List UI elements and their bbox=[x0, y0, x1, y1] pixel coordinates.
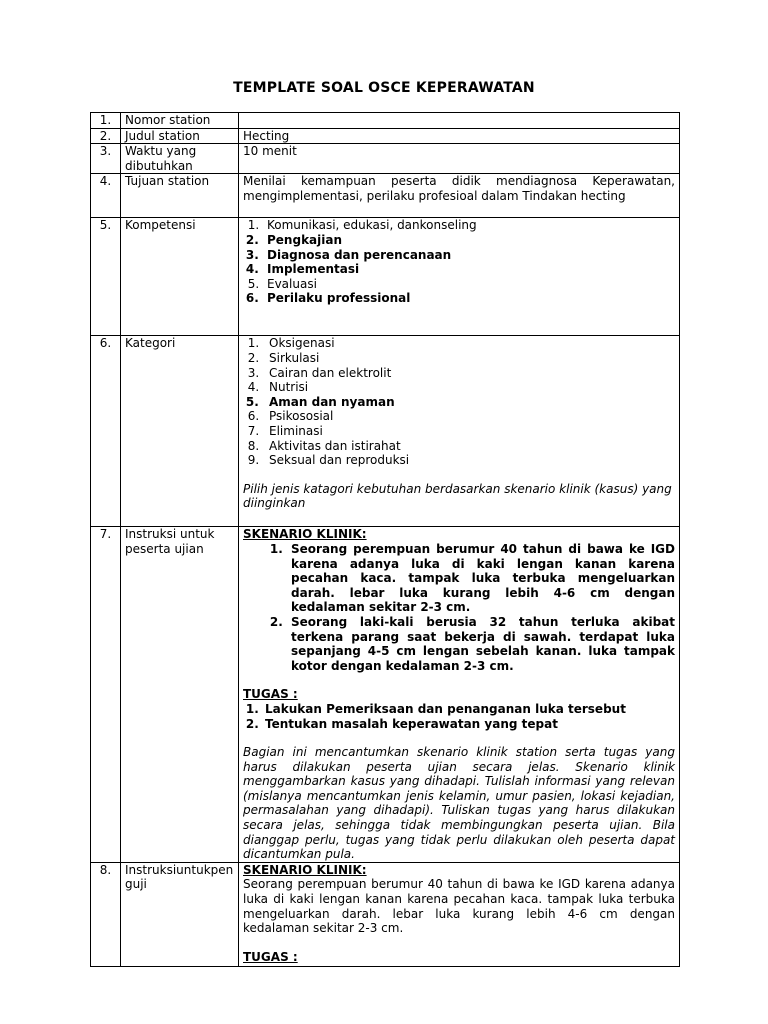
table-row-waktu bbox=[91, 144, 680, 174]
table-row-kompetensi bbox=[91, 218, 680, 336]
kategori-list bbox=[243, 336, 675, 467]
list-item: 6. Psikososial bbox=[263, 409, 675, 424]
row-label: Waktu yang dibutuhkan bbox=[121, 144, 239, 174]
list-item: 5. Aman dan nyaman bbox=[263, 395, 675, 410]
row-number: 6. bbox=[91, 336, 121, 527]
instruksi-note: Bagian ini mencantumkan skenario klinik station serta tugas yang harus dilakukan peserta ujian secara jelas. Skenario klinik menggambarkan kasus yang dihadapi. Tulislah informasi yang relevan (mislanya mencantumkan jenis kelamin, umur pasien, lokasi kejadian, permasalahan yang dihadapi). Tuliskan tugas yang harus dilakukan secara jelas, sehingga tidak membingungkan peserta ujian. Bila dianggap perlu, tugas yang tidak perlu dilakukan oleh peserta dapat dicantumkan pula. bbox=[243, 745, 675, 862]
scenario-text: Seorang perempuan berumur 40 tahun di bawa ke IGD karena adanya luka di kaki lengan kanan karena pecahan kaca. tampak luka terbuka mengeluarkan darah. lebar luka kurang lebih 4-6 cm dengan kedalaman sekitar 2-3 cm. bbox=[243, 877, 675, 936]
row-value bbox=[239, 527, 680, 862]
row-number: 7. bbox=[91, 527, 121, 862]
scenario-list bbox=[243, 542, 675, 673]
list-item: 4. Implementasi bbox=[263, 262, 675, 277]
tugas-heading: TUGAS : bbox=[243, 687, 298, 702]
row-number: 1. bbox=[91, 113, 121, 129]
table-row-instruksi-penguji bbox=[91, 862, 680, 966]
kompetensi-list bbox=[243, 218, 675, 306]
tugas-heading: TUGAS : bbox=[243, 949, 298, 964]
row-value bbox=[239, 113, 680, 129]
row-number: 4. bbox=[91, 174, 121, 218]
row-number: 8. bbox=[91, 862, 121, 966]
scenario-heading: SKENARIO KLINIK: bbox=[243, 862, 367, 877]
list-item: 1. Seorang perempuan berumur 40 tahun di bawa ke IGD karena adanya luka di kaki lengan kanan karena pecahan kaca. tampak luka terbuka mengeluarkan darah. lebar luka kurang lebih 4-6 cm dengan kedalaman sekitar 2-3 cm. bbox=[287, 542, 675, 615]
list-item: 2. Sirkulasi bbox=[263, 351, 675, 366]
list-item: 6. Perilaku professional bbox=[263, 291, 675, 306]
scenario-heading: SKENARIO KLINIK: bbox=[243, 527, 367, 542]
row-label: Judul station bbox=[121, 128, 239, 144]
row-label: Kategori bbox=[121, 336, 239, 527]
list-item: 1. Oksigenasi bbox=[263, 336, 675, 351]
list-item: 4. Nutrisi bbox=[263, 380, 675, 395]
list-item: 2. Pengkajian bbox=[263, 233, 675, 248]
row-value bbox=[239, 862, 680, 966]
list-item: 2. Seorang laki-kali berusia 32 tahun terluka akibat terkena parang saat bekerja di sawah. terdapat luka sepanjang 4-5 cm lengan sebelah kanan. luka tampak kotor dengan kedalaman 2-3 cm. bbox=[287, 615, 675, 673]
tugas-list bbox=[243, 702, 675, 731]
row-value: Hecting bbox=[239, 128, 680, 144]
kategori-note: Pilih jenis katagori kebutuhan berdasarkan skenario klinik (kasus) yang diinginkan bbox=[243, 481, 672, 511]
list-item: 9. Seksual dan reproduksi bbox=[263, 453, 675, 468]
list-item: 5. Evaluasi bbox=[263, 277, 675, 292]
row-label: Instruksiuntukpen guji bbox=[121, 862, 239, 966]
row-value: Menilai kemampuan peserta didik mendiagnosa Keperawatan, mengimplementasi, perilaku profesioal dalam Tindakan hecting bbox=[239, 174, 680, 218]
list-item: 3. Diagnosa dan perencanaan bbox=[263, 248, 675, 263]
table-row-nomor-station bbox=[91, 113, 680, 129]
table-row-kategori bbox=[91, 336, 680, 527]
table-row-judul-station bbox=[91, 128, 680, 144]
row-value bbox=[239, 336, 680, 527]
row-value: 10 menit bbox=[239, 144, 680, 174]
row-value bbox=[239, 218, 680, 336]
list-item: 3. Cairan dan elektrolit bbox=[263, 366, 675, 381]
list-item: 2. Tentukan masalah keperawatan yang tepat bbox=[263, 717, 675, 732]
row-label: Kompetensi bbox=[121, 218, 239, 336]
row-label: Nomor station bbox=[121, 113, 239, 129]
list-item: 1. Lakukan Pemeriksaan dan penanganan luka tersebut bbox=[263, 702, 675, 717]
list-item: 7. Eliminasi bbox=[263, 424, 675, 439]
row-label: Instruksi untuk peserta ujian bbox=[121, 527, 239, 862]
row-number: 3. bbox=[91, 144, 121, 174]
osce-table bbox=[90, 112, 680, 967]
row-label: Tujuan station bbox=[121, 174, 239, 218]
list-item: 1. Komunikasi, edukasi, dankonseling bbox=[263, 218, 675, 233]
row-number: 5. bbox=[91, 218, 121, 336]
list-item: 8. Aktivitas dan istirahat bbox=[263, 439, 675, 454]
table-row-tujuan bbox=[91, 174, 680, 218]
document-title: TEMPLATE SOAL OSCE KEPERAWATAN bbox=[233, 80, 535, 96]
row-number: 2. bbox=[91, 128, 121, 144]
table-row-instruksi-peserta bbox=[91, 527, 680, 862]
